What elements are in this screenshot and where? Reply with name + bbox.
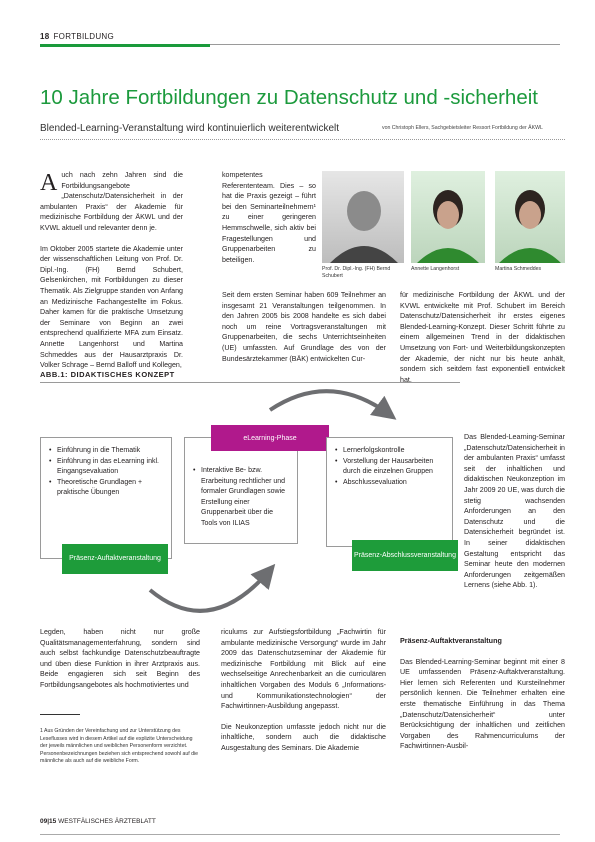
dropcap: A bbox=[40, 170, 58, 196]
list-item: • Theoretische Grundlagen + praktische Übungen bbox=[57, 478, 165, 499]
journal-name: WESTFÄLISCHES ÄRZTEBLATT bbox=[58, 818, 156, 825]
intro-paragraph: uch nach zehn Jahren sind die Fortbildungsangebote „Datenschutz/Datensicherheit in der ambulanten Praxis“ der Akademie für medizinische Fortbildung der ÄKWL und der KVWL aktuell und relevanter denn je. bbox=[40, 171, 183, 232]
page-number: 18 bbox=[40, 32, 50, 41]
bottom-column-2 bbox=[221, 627, 386, 754]
section-label: FORTBILDUNG bbox=[53, 32, 114, 41]
list-item: • Abschlussevaluation bbox=[343, 478, 446, 489]
paragraph: riculums zur Aufstiegsfortbildung „Fachwirtin für ambulante medizinische Versorgung“ wurde im Jahr 2009 das Datenschutzseminar der Akademie für medizinische Fortbildung mit Blick auf eine wechselseitige Anrechenbarkeit an die curriculären inhaltlichen Vorgaben des Moduls 6 „Informations- und Kommunikationstechnologien“ der Fachwirtinnen-Ausbildung angepasst. bbox=[221, 628, 386, 711]
bottom-column-1 bbox=[40, 627, 200, 691]
paragraph: Die Neukonzeption umfasste jedoch nicht nur die inhaltliche, sondern auch die didaktische Ausgestaltung des Seminars. Die Akademie bbox=[221, 722, 386, 752]
figure-title: ABB.1: DIDAKTISCHES KONZEPT bbox=[40, 370, 175, 379]
arrow-to-elearning bbox=[150, 570, 270, 611]
label-praesenz-auftakt: Präsenz-Auftaktveranstaltung bbox=[62, 544, 168, 574]
label-praesenz-abschluss: Präsenz-Abschlussveranstaltung bbox=[352, 540, 458, 571]
photo-caption: Prof. Dr. Dipl.-Ing. (FH) Bernd Schubert bbox=[322, 266, 391, 279]
arrow-to-abschluss bbox=[270, 391, 390, 415]
article-title: 10 Jahre Fortbildungen zu Datenschutz und -sicherheit bbox=[40, 86, 538, 109]
article-subtitle: Blended-Learning-Veranstaltung wird kontinuierlich weiterentwickelt bbox=[40, 123, 340, 134]
issue-number: 09|15 bbox=[40, 818, 57, 825]
byline: von Christoph Ellers, Sachgebietsleiter Ressort Fortbildung der ÄKWL bbox=[382, 125, 543, 131]
footer-rule bbox=[40, 834, 560, 835]
footnote-rule bbox=[40, 714, 80, 715]
paragraph: Das Blended-Learning-Seminar beginnt mit einer 8 UE umfassenden Präsenz-Auftaktveranstaltung. Hier lernen sich Referenten und Kursteilnehmer persönlich kennen. Die Teilnehmer erhalten eine erste thematische Einführung in das Thema „Datenschutz/Datensicherheit“ unter Berücksichtigung der inhaltlichen und zeitlichen Vorgaben des Rahmencurriculums der Fachwirtinnen-Ausbil- bbox=[400, 657, 565, 751]
list-item: • Interaktive Be- bzw. Erarbeitung rechtlicher und formaler Grundlagen sowie Erstellung einer Gruppenarbeit über die Tools von ILIAS bbox=[201, 466, 291, 529]
photo-caption: Martina Schmeddes bbox=[495, 266, 542, 272]
list-item: • Lernerfolgskontrolle bbox=[343, 446, 446, 457]
paragraph: für medizinische Fortbildung der ÄKWL und der KVWL entwickelte mit Prof. Schubert im Bereich Datenschutz/Datensicherheit ihr erstes eigenes Blended-Learning-Konzept. Dieser Schritt führte zu einem allgemeinen Trend in der didaktischen Umsetzung von Fort- und Weiterbildungskonzepten der Akademie, der nicht nur bis heute anhält, sondern sich seitdem fast exponentiell entwickelt hat. bbox=[400, 291, 565, 384]
paragraph: Legden, haben nicht nur große Qualitätsmanagementerfahrung, sondern sind auch selbst fachkundige Datenschutzbeauftragte und üben diese Funktion in ihrer Arztpraxis aus. Beide engagieren sich seit Beginn des Fortbildungsangebotes als hochmotiviertes und bbox=[40, 628, 200, 689]
label-elearning-phase: eLearning-Phase bbox=[211, 425, 329, 451]
list-item: • Vorstellung der Hausarbeiten durch die einzelnen Gruppen bbox=[343, 457, 446, 478]
footer bbox=[40, 818, 156, 825]
column-3-middle bbox=[464, 432, 565, 591]
paragraph: Seit dem ersten Seminar haben 609 Teilnehmer an insgesamt 21 Veranstaltungen teilgenommen. In den Jahren 2005 bis 2008 handelte es sich dabei noch um reine Vortragsveranstaltungen mit Gruppenarbeiten, die sechs Unterrichtseinheiten (UE) umfassten. Auf Grundlage des von der Bundesärztekammer (BÄK) entwickelten Cur- bbox=[222, 291, 386, 363]
column-3-lower bbox=[400, 636, 565, 752]
paragraph: Im Oktober 2005 startete die Akademie unter der wissenschaftlichen Leitung von Prof. Dr. Dipl.-Ing. (FH) Bernd Schubert, Gelsenkirchen, mit Fortbildungen zu dieser Thematik. Als Zielgruppe standen von Anfang an Medizinische Fachangestellte im Fokus. Daher kamen für die praktische Umsetzung der Seminare von Beginn an zwei entsprechend qualifizierte MFA zum Einsatz. Annette Langenhorst und Martina Schmeddes aus der Hausarztpraxis Dr. Volker Schrage – Bernd Balloff und Kollegen, bbox=[40, 244, 183, 370]
paragraph: Das Blended-Learning-Seminar „Datenschutz/Datensicherheit in der ambulanten Praxis“ umfasst seit der inhaltlichen und didaktischen Neukonzeption im Jahr 2009 20 UE, was durch die stetig wachsenden Anforderungen an den Datenschutz und die Datensicherheit begründet ist. In seiner didaktischen Gestaltung entspricht das Seminar heute den modernen Anforderungen zeitgemäßen Lernens (siehe Abb. 1). bbox=[464, 433, 565, 590]
list-item: • Einführung in die Thematik bbox=[57, 446, 165, 457]
section-heading: Präsenz-Auftaktveranstaltung bbox=[400, 636, 502, 645]
paragraph: kompetentes Referententeam. Dies – so hat die Praxis gezeigt – führt bei den Seminarteilnehmern¹ zu einer geringeren Hemmschwelle, sich aktiv bei Fragestellungen und Gruppenarbeiten zu beteiligen. bbox=[222, 171, 316, 264]
photo-caption: Annette Langenhorst bbox=[411, 266, 460, 272]
list-item: • Einführung in das eLearning inkl. Eingangsevaluation bbox=[57, 457, 165, 478]
footnote: 1 Aus Gründen der Vereinfachung und zur Unterstützung des Leseflusses wird in diesem Artikel auf die explizite Unterscheidung der jeweils männlichen und weiblichen Personenform verzichtet. Personenbezeichnungen beziehen sich entsprechend sowohl auf die männliche als auch auf die weibliche Form. bbox=[40, 728, 199, 765]
